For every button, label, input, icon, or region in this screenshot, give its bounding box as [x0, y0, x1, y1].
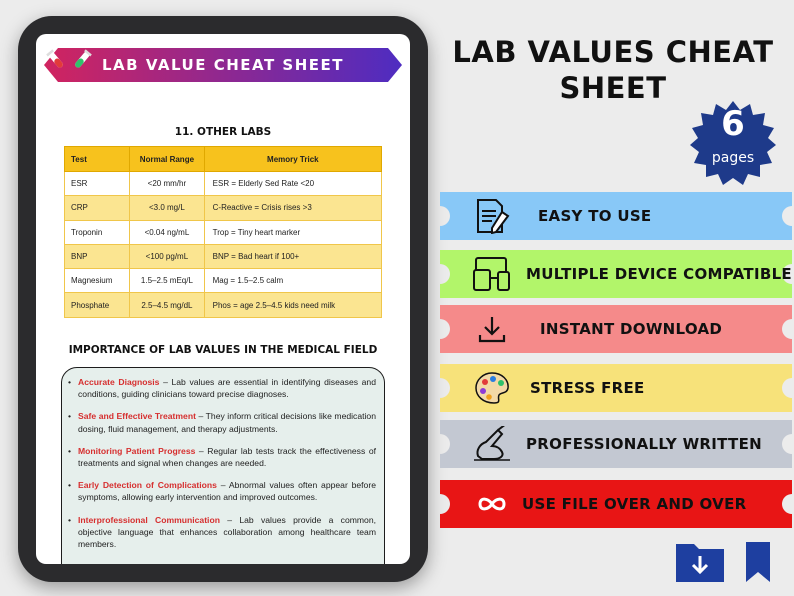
feature-label: USE FILE OVER AND OVER [522, 495, 747, 513]
bullet: • [68, 377, 72, 387]
promo-title-line: LAB VALUES CHEAT [452, 35, 774, 69]
feature-label: EASY TO USE [538, 207, 652, 225]
item-text: – Lab values provide a common, objective language that enhances collaboration among healthcare team members. [78, 514, 376, 550]
table-cell: <20 mm/hr [130, 172, 204, 196]
bullet: • [68, 411, 72, 422]
document-pencil-icon [472, 198, 512, 234]
table-row [65, 196, 382, 220]
table-cell: <3.0 mg/L [130, 196, 204, 220]
table-cell: Phos = age 2.5–4.5 kids need milk [204, 293, 381, 317]
bullet: • [68, 514, 72, 525]
item-text: – They inform critical decisions like medication dosing, fluid management, and therapy adjustments. [78, 411, 376, 434]
badge-number: 6 [721, 104, 745, 144]
section-title: 11. OTHER LABS [174, 126, 272, 138]
table-row [65, 269, 382, 293]
list-item [68, 445, 376, 469]
table-cell: BNP [65, 244, 130, 268]
table-cell: Magnesium [65, 269, 130, 293]
table-row [65, 172, 382, 196]
feature-label: INSTANT DOWNLOAD [540, 320, 723, 338]
column-header: Normal Range [130, 147, 204, 172]
table-row [65, 220, 382, 244]
table-cell: <100 pg/mL [130, 244, 204, 268]
list-item [68, 514, 376, 551]
table-header-row [65, 147, 382, 172]
banner-title: LAB VALUE CHEAT SHEET [102, 56, 344, 74]
promo-title-line: SHEET [559, 71, 667, 105]
table-cell: <0.04 ng/mL [130, 220, 204, 244]
item-title: Interprofessional Communication [78, 514, 220, 525]
item-title: Early Detection of Complications [78, 480, 217, 491]
importance-box [61, 367, 385, 564]
table-cell: Mag = 1.5–2.5 calm [204, 269, 381, 293]
badge-label: pages [711, 150, 755, 166]
table-cell: ESR [65, 172, 130, 196]
table-row [65, 244, 382, 268]
table-cell: C-Reactive = Crisis rises >3 [204, 196, 381, 220]
tablet-screen [36, 34, 410, 564]
feature-stress-free [440, 364, 792, 412]
feature-label: MULTIPLE DEVICE COMPATIBLE [526, 265, 792, 283]
feature-label: STRESS FREE [530, 379, 645, 397]
item-title: Accurate Diagnosis [78, 377, 160, 387]
feature-multiple-device [440, 250, 792, 298]
item-text: – Abnormal values often appear before symptoms, allowing early intervention and improved outcomes. [78, 480, 376, 503]
infinity-icon [472, 486, 512, 522]
promo-title [440, 34, 786, 106]
list-item [68, 479, 376, 503]
feature-professionally-written [440, 420, 792, 468]
bullet: • [68, 480, 72, 491]
table-cell: 2.5–4.5 mg/dL [130, 293, 204, 317]
table-cell: Trop = Tiny heart marker [204, 220, 381, 244]
devices-icon [472, 256, 512, 292]
item-text: – Lab values are essential in identifying diseases and conditions, guiding clinicians toward precise diagnoses. [78, 377, 376, 400]
table-row [65, 293, 382, 317]
table-cell: Troponin [65, 220, 130, 244]
hand-writing-icon [472, 426, 512, 462]
bullet: • [68, 445, 72, 456]
table-cell: 1.5–2.5 mEq/L [130, 269, 204, 293]
table-cell: ESR = Elderly Sed Rate <20 [204, 172, 381, 196]
table-cell: Phosphate [65, 293, 130, 317]
bookmark-icon [744, 540, 772, 584]
list-item [68, 376, 376, 400]
feature-label: PROFESSIONALLY WRITTEN [526, 435, 762, 453]
lab-values-table [64, 146, 382, 318]
item-text: – Regular lab tests track the effectiveness of treatments and signal when changes are needed. [78, 445, 376, 469]
feature-easy-to-use [440, 192, 792, 240]
palette-icon [472, 370, 512, 406]
folder-download-icon [674, 538, 726, 584]
table-cell: CRP [65, 196, 130, 220]
column-header: Memory Trick [204, 147, 381, 172]
test-tube-icon [44, 48, 68, 72]
item-title: Safe and Effective Treatment [78, 411, 196, 422]
item-title: Monitoring Patient Progress [78, 445, 196, 456]
column-header: Test [65, 147, 130, 172]
importance-title: IMPORTANCE OF LAB VALUES IN THE MEDICAL FIELD [68, 344, 378, 356]
feature-instant-download [440, 305, 792, 353]
tablet-frame [18, 16, 428, 582]
download-icon [472, 311, 512, 347]
sheet-banner [44, 48, 402, 82]
feature-use-file-over [440, 480, 792, 528]
list-item [68, 410, 376, 434]
table-cell: BNP = Bad heart if 100+ [204, 244, 381, 268]
